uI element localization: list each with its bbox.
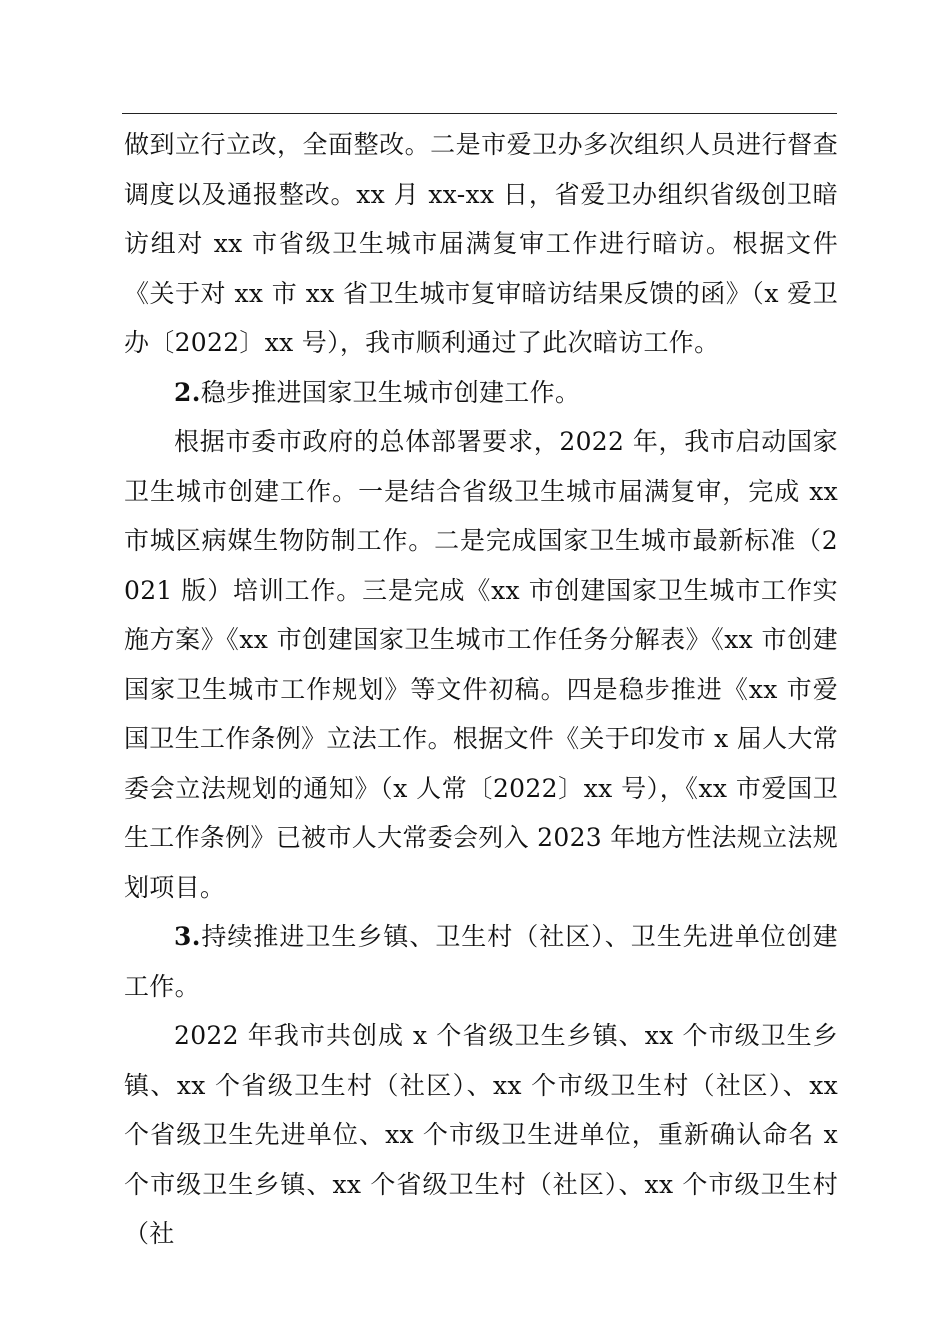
paragraph-continuation: 做到立行立改，全面整改。二是市爱卫办多次组织人员进行督查调度以及通报整改。xx 月 xx-xx 日，省爱卫办组织省级创卫暗访组对 xx 市省级卫生城市届满复审工作进行暗访。根据文件《关于对 xx 市 xx 省卫生城市复审暗访结果反馈的函》（x 爱卫办〔2022〕xx 号），我市顺利通过了此次暗访工作。	[124, 130, 838, 357]
section-heading-text: 稳步推进国家卫生城市创建工作。	[200, 377, 581, 407]
header-rule	[122, 113, 837, 114]
section-heading-2	[124, 368, 838, 418]
section-heading-3	[124, 912, 838, 1011]
paragraph-sanitary-towns: 2022 年我市共创成 x 个省级卫生乡镇、xx 个市级卫生乡镇、xx 个省级卫生村（社区）、xx 个市级卫生村（社区）、xx 个省级卫生先进单位、xx 个市级卫生进单位，重新确认命名 x 个市级卫生乡镇、xx 个省级卫生村（社区）、xx 个市级卫生村（社	[124, 1021, 838, 1248]
section-heading-text: 持续推进卫生乡镇、卫生村（社区）、卫生先进单位创建工作。	[124, 922, 838, 1001]
paragraph-national-sanitary-city: 根据市委市政府的总体部署要求，2022 年，我市启动国家卫生城市创建工作。一是结合省级卫生城市届满复审，完成 xx 市城区病媒生物防制工作。二是完成国家卫生城市最新标准（2021 版）培训工作。三是完成《xx 市创建国家卫生城市工作实施方案》《xx 市创建国家卫生城市工作任务分解表》《xx 市创建国家卫生城市工作规划》等文件初稿。四是稳步推进《xx 市爱国卫生工作条例》立法工作。根据文件《关于印发市 x 届人大常委会立法规划的通知》（x 人常〔2022〕xx 号），《xx 市爱国卫生工作条例》已被市人大常委会列入 2023 年地方性法规立法规划项目。	[124, 427, 838, 902]
section-number: 3.	[174, 922, 201, 951]
section-number: 2.	[174, 377, 201, 407]
document-body	[124, 120, 838, 1259]
